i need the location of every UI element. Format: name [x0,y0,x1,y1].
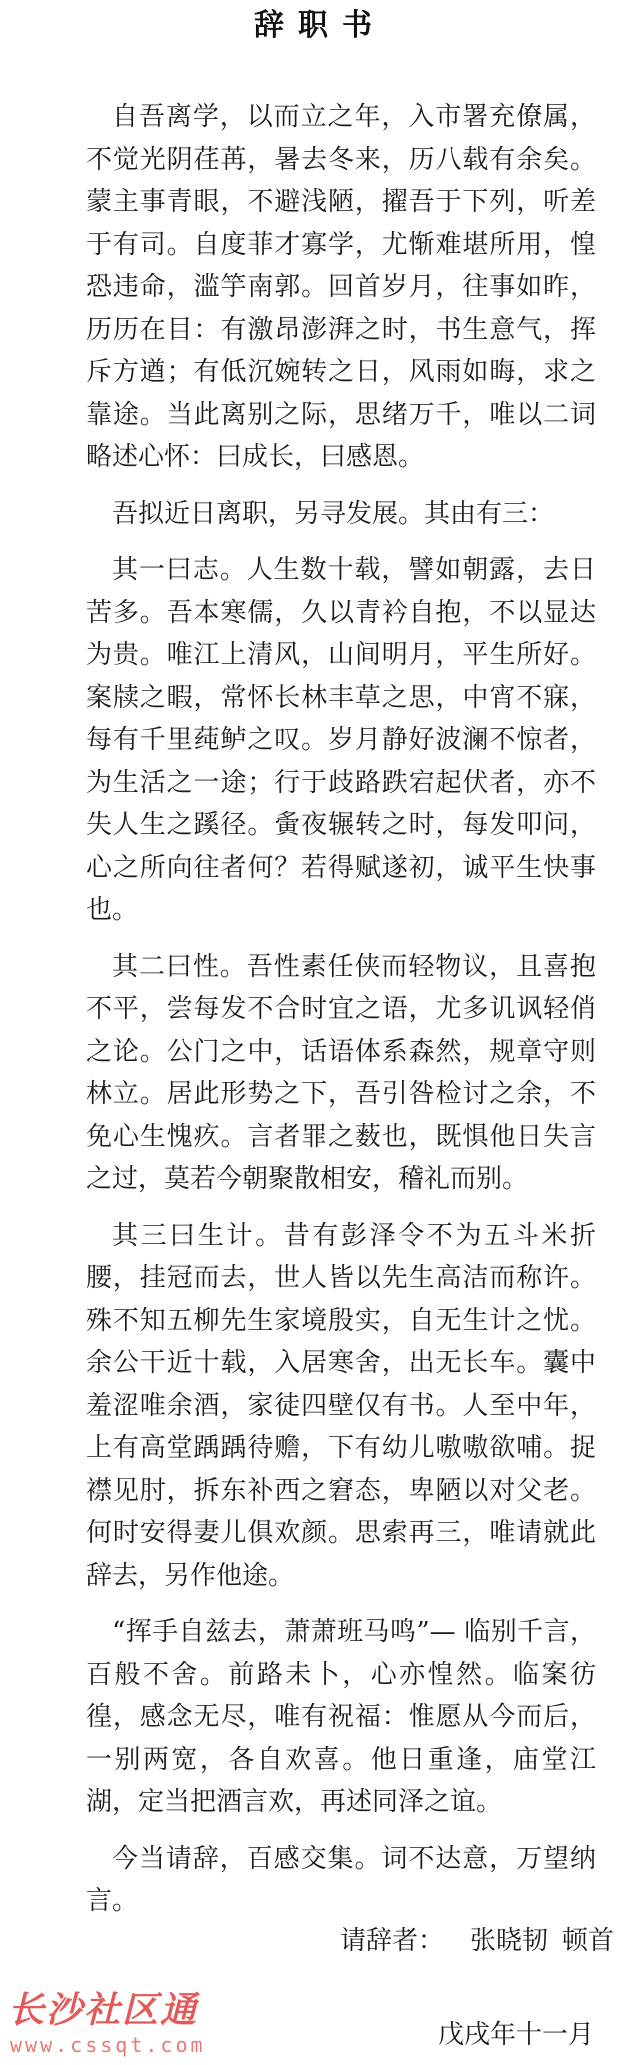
signature-closing: 顿首 [562,1926,615,1956]
letter-body [86,96,596,1937]
document-title: 辞职书 [254,8,386,43]
paragraph-closing: 今当请辞，百感交集。词不达意，万望纳言。 [86,1843,596,1916]
paragraph-reason-livelihood: 其三曰生计。昔有彭泽令不为五斗米折腰，挂冠而去，世人皆以先生高洁而称许。殊不知五柳先生家境殷实，自无生计之忧。余公干近十载，入居寒舍，出无长车。囊中羞涩唯余酒，家徒四壁仅有书。人至中年，上有高堂踽踽待赡，下有幼儿嗷嗷欲哺。捉襟见肘，拆东补西之窘态，卑陋以对父老。何时安得妻儿俱欢颜。思索再三，唯请就此辞去，另作他途。 [86,1220,596,1591]
site-watermark [8,1990,248,2060]
signature-line [340,1924,614,1958]
letter-date: 戊戌年十一月 [438,2020,595,2050]
watermark-logo-text: 长沙社区通 [8,1990,199,2031]
paragraph-reason-ambition: 其一曰志。人生数十载，譬如朝露，去日苦多。吾本寒儒，久以青衿自抱，不以显达为贵。唯江上清风，山间明月，平生所好。案牍之暇，常怀长林丰草之思，中宵不寐，每有千里莼鲈之叹。岁月静好波澜不惊者，为生活之一途；行于歧路跌宕起伏者，亦不失人生之蹊径。夤夜辗转之时，每发叩问，心之所向往者何？若得赋遂初，诚平生快事也。 [86,555,596,925]
paragraph-intro: 自吾离学，以而立之年，入市署充僚属，不觉光阴荏苒，暑去冬来，历八载有余矣。蒙主事青眼，不避浅陋，擢吾于下列，听差于有司。自度菲才寡学，尤惭难堪所用，惶恐违命，滥竽南郭。回首岁月，往事如昨，历历在目：有激昂澎湃之时，书生意气，挥斥方遒；有低沉婉转之日，风雨如晦，求之靠途。当此离别之际，思绪万千，唯以二词略述心怀：曰成长，曰感恩。 [86,102,596,472]
paragraph-reason-temperament: 其二曰性。吾性素任侠而轻物议，且喜抱不平，尝每发不合时宜之语，尤多讥讽轻俏之论。公门之中，话语体系森然，规章守则林立。居此形势之下，吾引咎检讨之余，不免心生愧疚。言者罪之薮也，既惧他日失言之过，莫若今朝聚散相安，稽礼而别。 [86,951,596,1194]
signature-label: 请辞者： [340,1926,445,1956]
signature-name: 张晓韧 [470,1926,549,1956]
paragraph-reasons-lead: 吾拟近日离职，另寻发展。其由有三： [112,498,555,529]
paragraph-farewell: “挥手自兹去，萧萧班马鸣”— 临别千言，百般不舍。前路未卜，心亦惶然。临案彷徨，感念无尽，唯有祝福：惟愿从今而后，一别两宽，各自欢喜。他日重逢，庙堂江湖，定当把酒言欢，再述同泽之谊。 [86,1617,596,1817]
watermark-url: www.cssqt.com [10,2033,206,2057]
